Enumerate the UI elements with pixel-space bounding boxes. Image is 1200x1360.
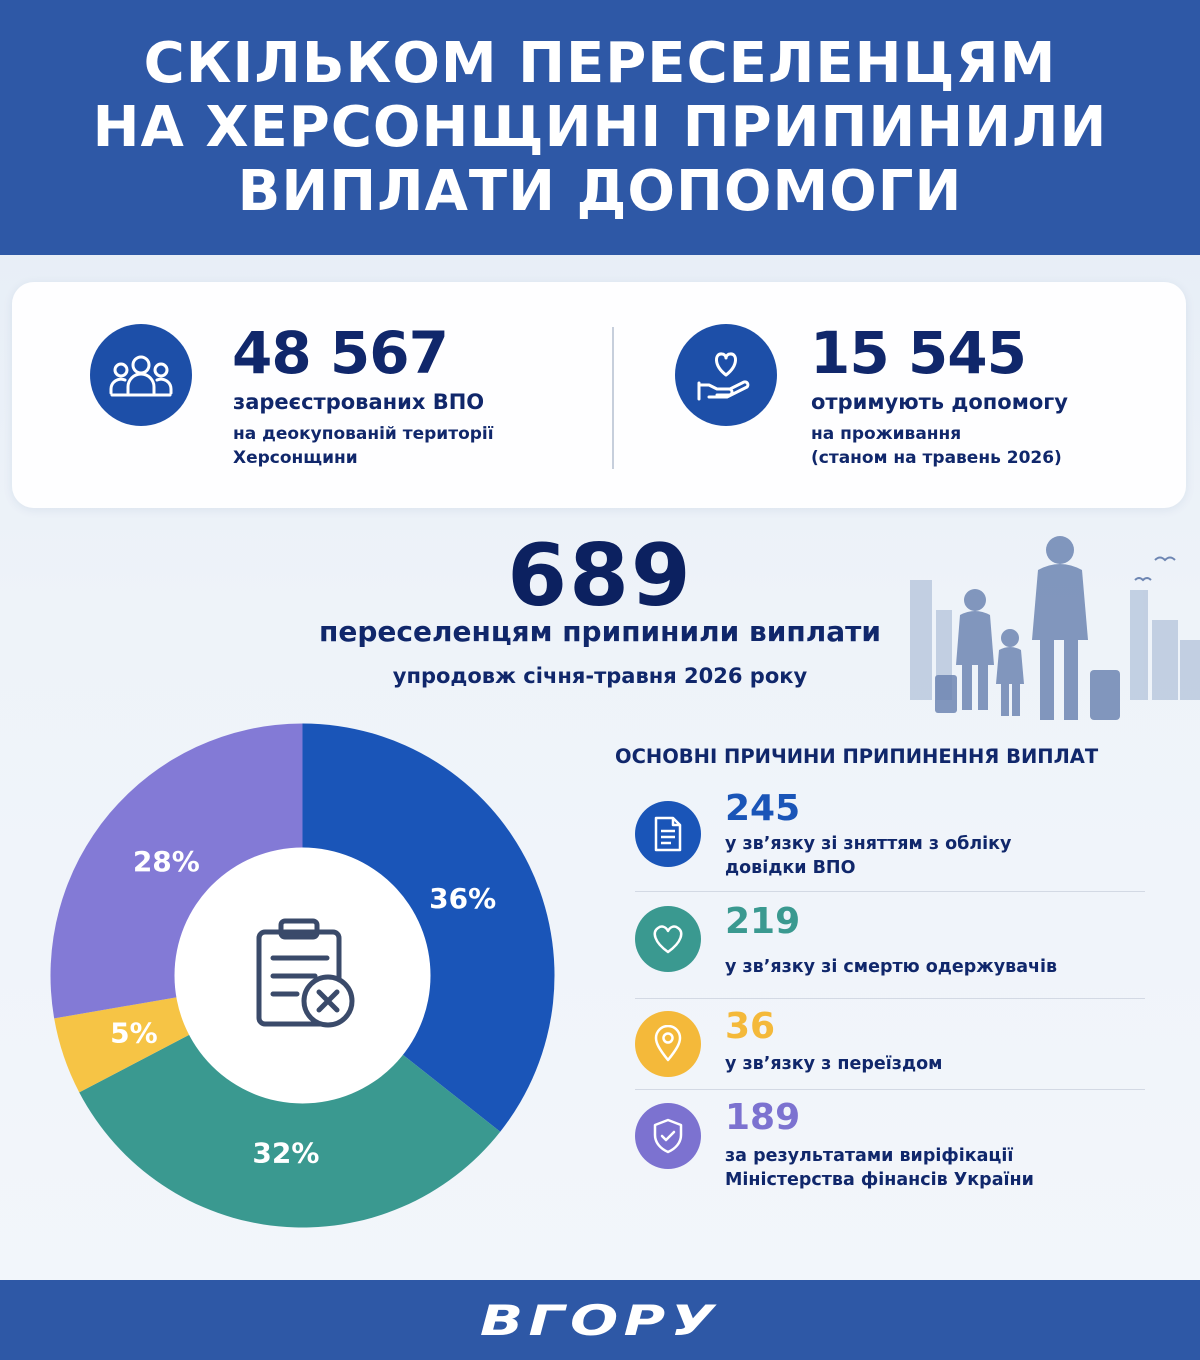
reason-3-value: 36: [725, 1006, 776, 1047]
brand-logo: ВГОРУ: [480, 1295, 720, 1345]
stopped-payments-period: упродовж січня-травня 2026 року: [392, 664, 808, 688]
reason-2-text-1: у зв’язку зі смертю одержувачів: [725, 957, 1058, 977]
registered-sub-1: на деокупованій території: [233, 424, 494, 444]
header-banner: [0, 0, 1200, 255]
stats-divider: [612, 327, 614, 469]
registered-label: зареєстрованих ВПО: [233, 390, 485, 414]
reason-4-text-2: Міністерства фінансів України: [725, 1170, 1034, 1190]
title-line-3: ВИПЛАТИ ДОПОМОГИ: [237, 158, 963, 224]
document-icon: [635, 801, 701, 867]
receiving-number: 15 545: [810, 319, 1026, 387]
stopped-payments-number: 689: [507, 526, 693, 626]
reasons-title: ОСНОВНІ ПРИЧИНИ ПРИПИНЕННЯ ВИПЛАТ: [615, 745, 1099, 768]
footer-bar: [0, 1280, 1200, 1360]
title-line-1: СКІЛЬКОМ ПЕРЕСЕЛЕНЦЯМ: [143, 30, 1057, 96]
title-line-2: НА ХЕРСОНЩИНІ ПРИПИНИЛИ: [92, 94, 1108, 160]
registered-number: 48 567: [232, 319, 448, 387]
donut-label-3: 5%: [110, 1016, 158, 1050]
reasons-donut-chart: [45, 718, 560, 1233]
reason-separator: [635, 1089, 1145, 1090]
people-group-icon: [90, 324, 192, 426]
location-pin-icon: [635, 1011, 701, 1077]
heart-icon: [635, 906, 701, 972]
reason-separator: [635, 998, 1145, 999]
stopped-payments-label: переселенцям припинили виплати: [319, 615, 881, 648]
stats-card: [12, 282, 1186, 508]
reason-1-value: 245: [725, 788, 801, 829]
donut-label-1: 36%: [429, 881, 497, 915]
registered-sub-2: Херсонщини: [233, 448, 358, 468]
reason-4-text-1: за результатами виріфікації: [725, 1146, 1014, 1166]
reason-separator: [635, 891, 1145, 892]
receiving-label: отримують допомогу: [811, 390, 1068, 414]
reason-1-text-2: довідки ВПО: [725, 858, 856, 878]
reason-2-value: 219: [725, 901, 801, 942]
reason-3-text-1: у зв’язку з переїздом: [725, 1054, 943, 1074]
donut-label-4: 28%: [132, 844, 200, 878]
hand-heart-icon: [675, 324, 777, 426]
receiving-sub-1: на проживання: [811, 424, 962, 444]
receiving-sub-2: (станом на травень 2026): [811, 448, 1062, 468]
reason-4-value: 189: [725, 1097, 801, 1138]
reason-1-text-1: у зв’язку зі зняттям з обліку: [725, 834, 1012, 854]
donut-label-2: 32%: [252, 1136, 320, 1170]
shield-check-icon: [635, 1103, 701, 1169]
